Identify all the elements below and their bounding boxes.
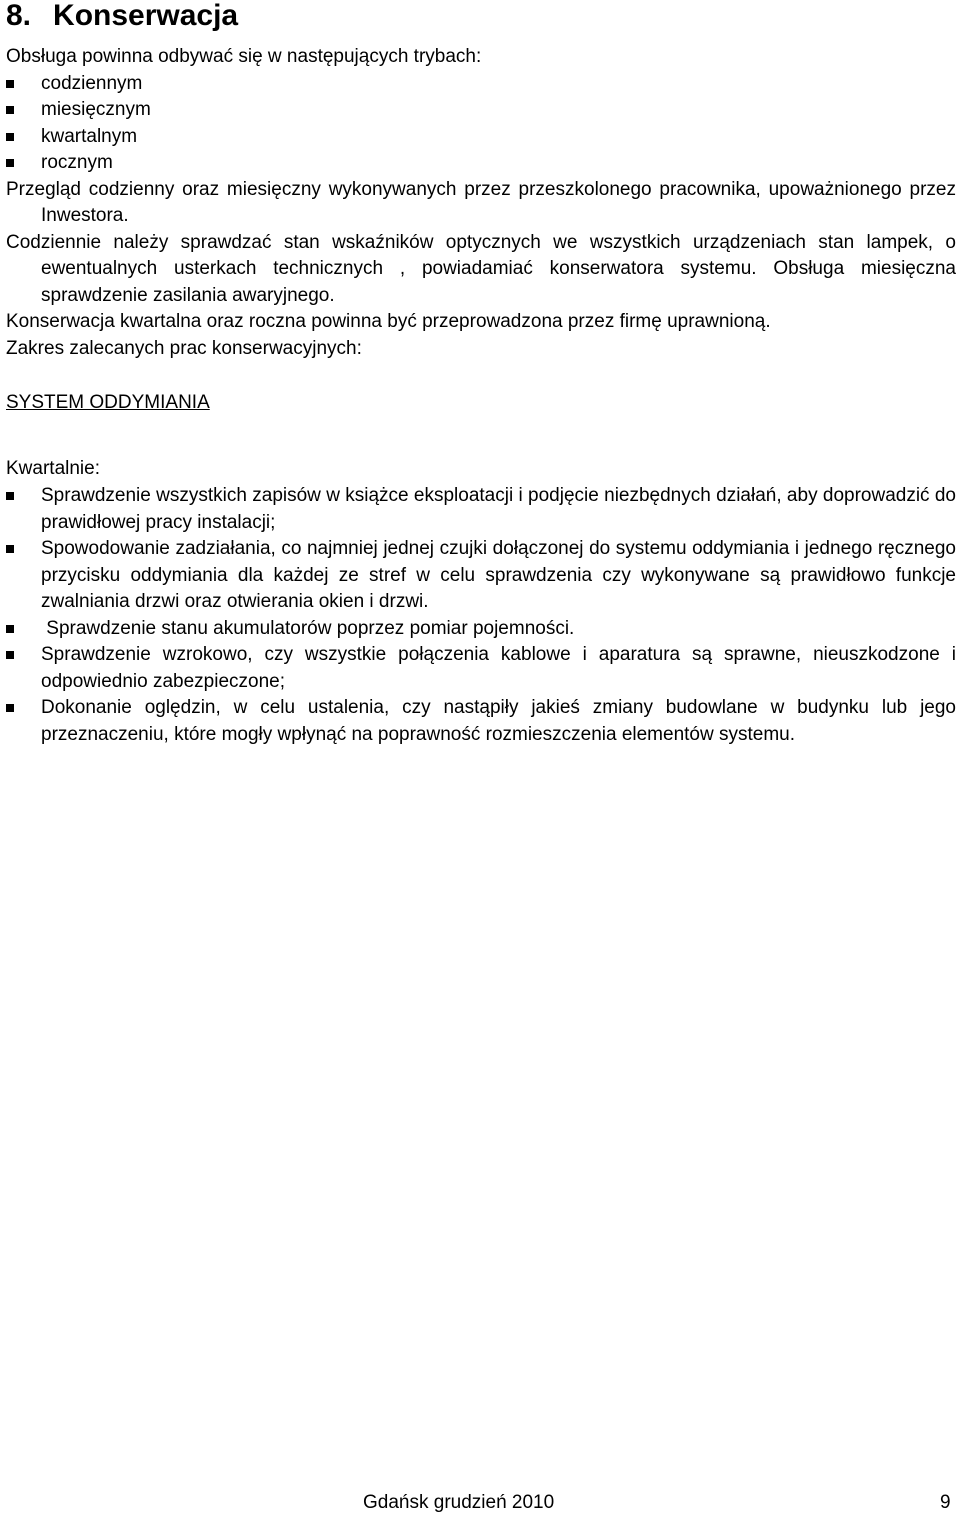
paragraph-quarterly-yearly: Konserwacja kwartalna oraz roczna powinna być przeprowadzona przez firmę uprawnioną. bbox=[6, 311, 771, 332]
square-bullet-icon bbox=[6, 651, 14, 659]
list-item: Spowodowanie zadziałania, co najmniej jednej czujki dołączonej do systemu oddymiania i jednego ręcznego przycisku oddymiania dla każdej ze stref w celu sprawdzenia czy wykonywane są prawidłowo funkcje zwalniania drzwi oraz otwierania okien i drzwi. bbox=[6, 536, 956, 616]
list-item: miesięcznym bbox=[6, 97, 956, 124]
tasks-list bbox=[6, 483, 956, 748]
list-item: kwartalnym bbox=[6, 124, 956, 151]
tasks-block bbox=[6, 483, 956, 748]
square-bullet-icon bbox=[6, 133, 14, 141]
paragraph-daily-monthly: Przegląd codzienny oraz miesięczny wykonywanych przez przeszkolonego pracownika, upoważnionego przez Inwestora. bbox=[6, 178, 956, 226]
section-heading bbox=[6, 0, 238, 34]
page-number: 9 bbox=[940, 1492, 951, 1513]
list-item: Sprawdzenie stanu akumulatorów poprzez pomiar pojemności. bbox=[6, 616, 956, 643]
list-item: Sprawdzenie wszystkich zapisów w książce eksploatacji i podjęcie niezbędnych działań, aby doprowadzić do prawidłowej pracy instalacji; bbox=[6, 483, 956, 536]
square-bullet-icon bbox=[6, 704, 14, 712]
square-bullet-icon bbox=[6, 545, 14, 553]
list-item: Dokonanie oględzin, w celu ustalenia, czy nastąpiły jakieś zmiany budowlane w budynku lub jego przeznaczeniu, które mogły wpłynąć na poprawność rozmieszczenia elementów systemu. bbox=[6, 695, 956, 748]
intro-paragraph: Obsługa powinna odbywać się w następujących trybach: bbox=[6, 46, 482, 67]
square-bullet-icon bbox=[6, 159, 14, 167]
paragraph-scope: Zakres zalecanych prac konserwacyjnych: bbox=[6, 337, 362, 359]
section-title: Konserwacja bbox=[53, 0, 239, 32]
modes-list bbox=[6, 71, 956, 177]
section-number: 8. bbox=[6, 0, 32, 32]
list-item: rocznym bbox=[6, 150, 956, 177]
square-bullet-icon bbox=[6, 80, 14, 88]
maintenance-intro-block bbox=[6, 44, 956, 362]
list-item: Sprawdzenie wzrokowo, czy wszystkie połączenia kablowe i aparatura są sprawne, nieuszkodzone i odpowiednio zabezpieczone; bbox=[6, 642, 956, 695]
square-bullet-icon bbox=[6, 492, 14, 500]
footer-place-date: Gdańsk grudzień 2010 bbox=[363, 1492, 555, 1513]
quarterly-label: Kwartalnie: bbox=[6, 458, 100, 479]
paragraph-daily-checks: Codziennie należy sprawdzać stan wskaźników optycznych we wszystkich urządzeniach stan lampek, o ewentualnych usterkach technicznych , powiadamiać konserwatora systemu. Obsługa miesięczna sprawdzenie zasilania awaryjnego. bbox=[6, 231, 956, 306]
system-title: SYSTEM ODDYMIANIA bbox=[6, 392, 210, 413]
square-bullet-icon bbox=[6, 106, 14, 114]
square-bullet-icon bbox=[6, 625, 14, 633]
list-item: codziennym bbox=[6, 71, 956, 98]
